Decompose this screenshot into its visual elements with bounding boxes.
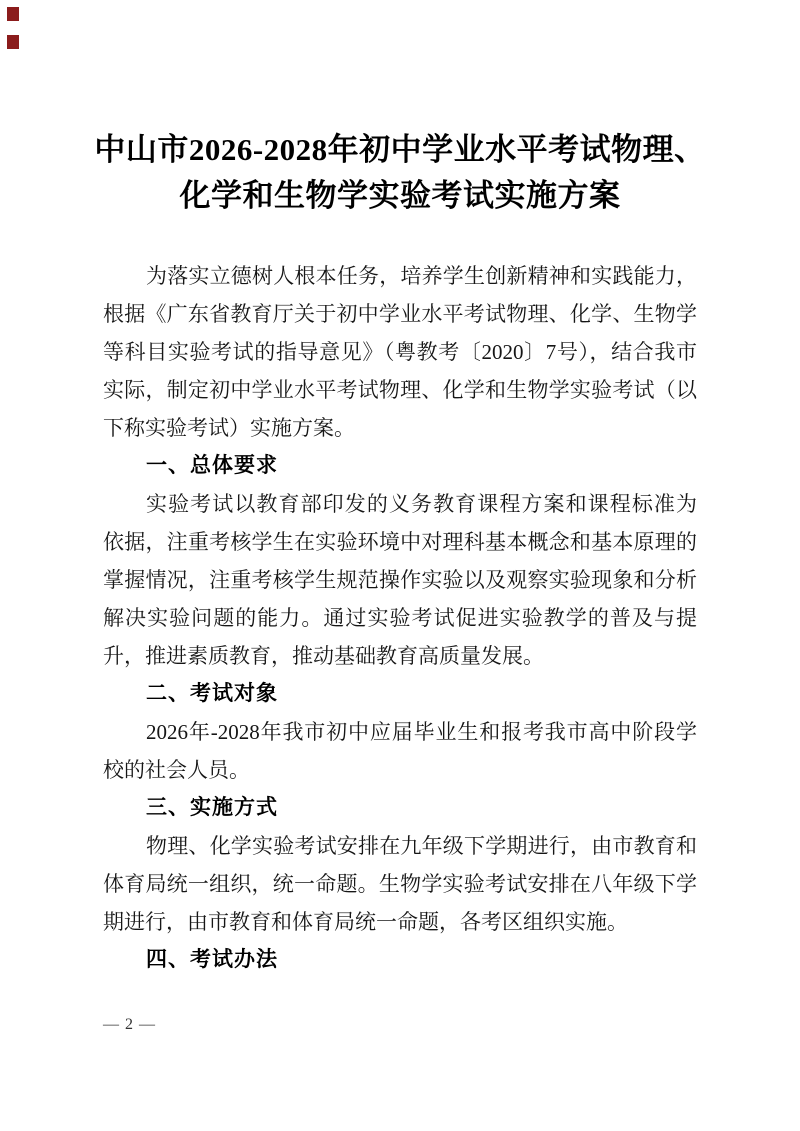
body-text-line: 依据，注重考核学生在实验环境中对理科基本概念和基本原理的 [103,530,697,554]
body-text-line: 解决实验问题的能力。通过实验考试促进实验教学的普及与提 [103,606,697,630]
section-heading: 一、总体要求 [146,454,278,477]
body-text-line: 下称实验考试）实施方案。 [103,416,355,440]
body-text-line: 实验考试以教育部印发的义务教育课程方案和课程标准为 [146,492,697,516]
document-body [103,257,697,979]
document-title [60,127,740,219]
body-text-line: 升，推进素质教育，推动基础教育高质量发展。 [103,644,544,668]
body-text-line: 校的社会人员。 [103,758,250,782]
document-title-line2: 化学和生物学实验考试实施方案 [179,178,621,213]
red-corner-mark [7,7,19,21]
body-text-line: 期进行，由市教育和体育局统一命题，各考区组织实施。 [103,910,628,934]
body-text-line: 物理、化学实验考试安排在九年级下学期进行，由市教育和 [146,834,697,858]
body-text-line: 掌握情况，注重考核学生规范操作实验以及观察实验现象和分析 [103,568,697,592]
body-text-line: 2026年-2028年我市初中应届毕业生和报考我市高中阶段学 [146,720,697,744]
section-heading: 三、实施方式 [146,796,278,819]
body-text-line: 体育局统一组织，统一命题。生物学实验考试安排在八年级下学 [103,872,697,896]
body-text-line: 实际，制定初中学业水平考试物理、化学和生物学实验考试（以 [103,378,697,402]
red-corner-mark [7,35,19,49]
document-title-line1: 中山市2026-2028年初中学业水平考试物理、 [94,132,706,167]
body-text-line: 为落实立德树人根本任务，培养学生创新精神和实践能力， [146,264,697,288]
section-heading: 二、考试对象 [146,682,278,705]
body-text-line: 等科目实验考试的指导意见》（粤教考〔2020〕7号），结合我市 [103,340,697,364]
body-text-line: 根据《广东省教育厅关于初中学业水平考试物理、化学、生物学 [103,302,697,326]
page-number: — 2 — [103,1016,156,1033]
section-heading: 四、考试办法 [146,948,278,971]
